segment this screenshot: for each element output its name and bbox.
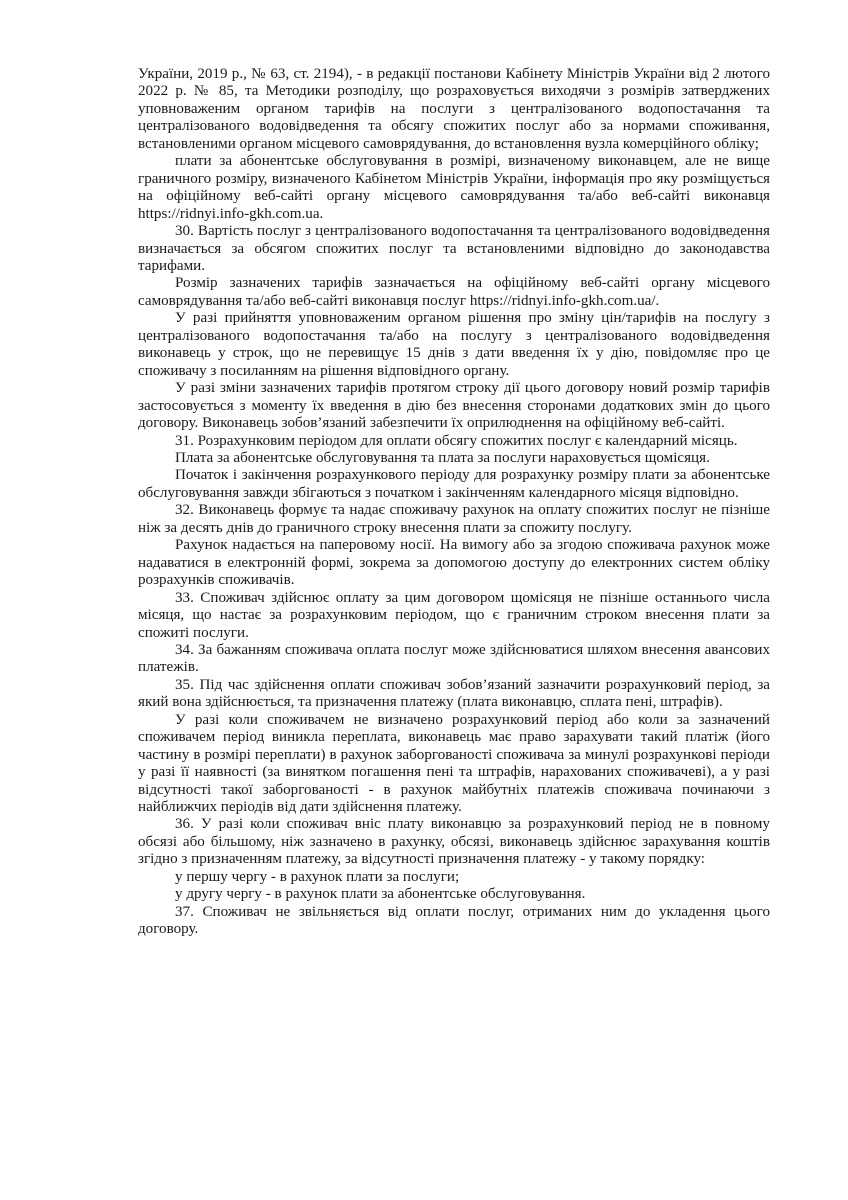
paragraph: 32. Виконавець формує та надає споживачу рахунок на оплату спожитих послуг не пізніше ніж за десять днів до граничного строку внесення плати за спожиту послугу. xyxy=(138,502,770,536)
paragraph: 31. Розрахунковим періодом для оплати обсягу спожитих послуг є календарний місяць. xyxy=(175,432,738,449)
paragraph: у першу чергу - в рахунок плати за послуги; xyxy=(175,868,460,885)
paragraph: у другу чергу - в рахунок плати за абонентське обслуговування. xyxy=(175,886,586,903)
paragraph: У разі коли споживачем не визначено розрахунковий період або коли за зазначений споживачем період виникла переплата, виконавець має право зарахувати такий платіж (його частину в розмірі переплати) в рахунок заборгованості споживача за минулі розрахункові періоди у разі її наявності (за винятком погашення пені та штрафів, нарахованих споживачеві), а у разі відсутності такої заборгованості - в рахунок майбутніх платежів споживача починаючи з найближчих періодів від дати здійснення платежу. xyxy=(138,711,770,816)
paragraph: плати за абонентське обслуговування в розмірі, визначеному виконавцем, але не вище граничного розміру, визначеного Кабінетом Міністрів України, інформація про яку розміщується на офіційному веб-сайті органу місцевого самоврядування та/або веб-сайті виконавця https://ridnyi.info-gkh.com.ua. xyxy=(138,153,770,222)
paragraph: Плата за абонентське обслуговування та плата за послуги нараховується щомісяця. xyxy=(175,449,710,466)
paragraph: 33. Споживач здійснює оплату за цим договором щомісяця не пізніше останнього числа місяця, що настає за розрахунковим періодом, що є граничним строком внесення плати за спожиті послуги. xyxy=(138,589,770,641)
paragraph: У разі зміни зазначених тарифів протягом строку дії цього договору новий розмір тарифів застосовується з моменту їх введення в дію без внесення сторонами додаткових змін до цього договору. Виконавець зобов’язаний забезпечити їх оприлюднення на офіційному веб-сайті. xyxy=(138,380,770,432)
paragraph: 34. За бажанням споживача оплата послуг може здійснюватися шляхом внесення авансових платежів. xyxy=(138,641,770,676)
paragraph: У разі прийняття уповноваженим органом рішення про зміну цін/тарифів на послугу з централізованого водопостачання та/або на послугу з централізованого водовідведення виконавець у строк, що не перевищує 15 днів з дати введення їх у дію, повідомляє про це споживачу з посиланням на рішення відповідного органу. xyxy=(138,310,770,379)
paragraph: 37. Споживач не звільняється від оплати послуг, отриманих ним до укладення цього договору. xyxy=(138,903,770,938)
paragraph: Розмір зазначених тарифів зазначається на офіційному веб-сайті органу місцевого самоврядування та/або веб-сайті виконавця послуг https://ridnyi.info-gkh.com.ua/. xyxy=(138,275,770,309)
paragraph: України, 2019 р., № 63, ст. 2194), - в редакції постанови Кабінету Міністрів України від 2 лютого 2022 р. № 85, та Методики розподілу, що розраховується виходячи з розмірів затверджених уповноваженим органом тарифів на послуги з централізованого водопостачання та централізованого водовідведення та обсягу спожитих послуг або за нормами споживання, встановленими органом місцевого самоврядування, до встановлення вузла комерційного обліку; xyxy=(138,66,770,152)
paragraph: Початок і закінчення розрахункового періоду для розрахунку розміру плати за абонентське обслуговування завжди збігаються з початком і закінченням календарного місяця відповідно. xyxy=(138,467,770,501)
paragraph: 36. У разі коли споживач вніс плату виконавцю за розрахунковий період не в повному обсязі або більшому, ніж зазначено в рахунку, обсязі, виконавець здійснює зарахування коштів згідно з призначенням платежу, за відсутності призначення платежу - у такому порядку: xyxy=(138,816,770,868)
paragraph: 30. Вартість послуг з централізованого водопостачання та централізованого водовідведення визначається за обсягом спожитих послуг та встановленими відповідно до законодавства тарифами. xyxy=(138,223,770,274)
paragraph: 35. Під час здійснення оплати споживач зобов’язаний зазначити розрахунковий період, за який вона здійснюється, та призначення платежу (плата виконавцю, сплата пені, штрафів). xyxy=(138,676,770,711)
document-body xyxy=(138,66,770,939)
paragraph: Рахунок надається на паперовому носії. На вимогу або за згодою споживача рахунок може надаватися в електронній формі, зокрема за допомогою доступу до електронних систем обліку розрахунків споживачів. xyxy=(138,537,770,589)
